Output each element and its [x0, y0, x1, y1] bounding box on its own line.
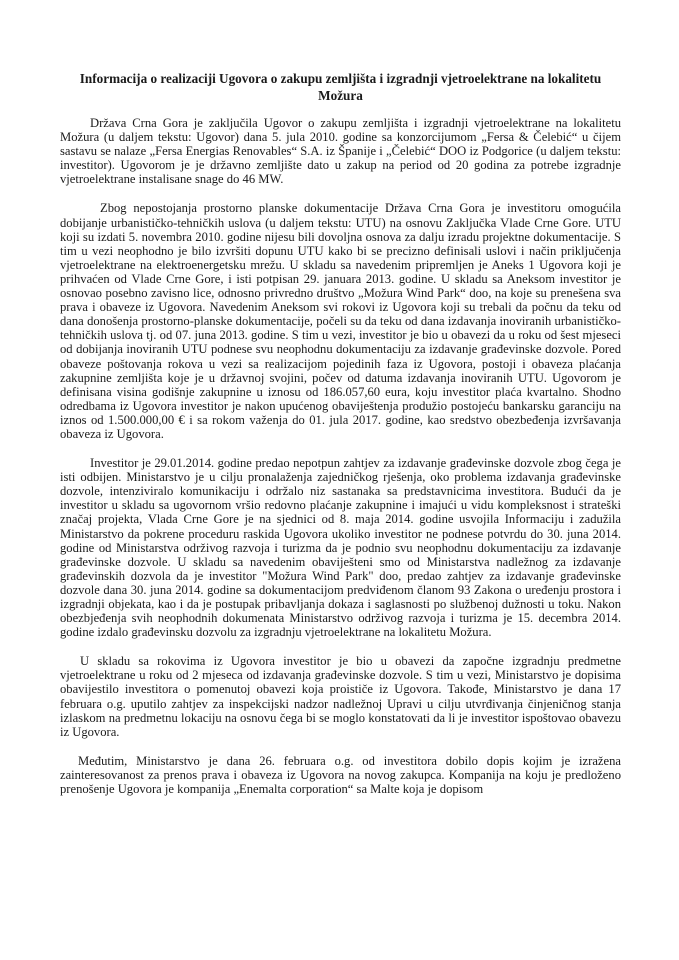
paragraph-planning-documentation: Zbog nepostojanja prostorno planske dokumentacije Država Crna Gora je investitoru omogućila dobijanje urbanističko-tehničkih uslova (u daljem tekstu: UTU) na osnovu Zaključka Vlade Crne Gore. UTU koji su izdati 5. novembra 2010. godine nijesu bili dovoljna osnova za dalju izradu projektne dokumentacije. S tim u vezi neophodno je bilo izvršiti dopunu UTU kako bi se precizno definisali uslovi i način priključenja vjetroelektrane na elektroenergetsku mrežu. U skladu sa navedenim pripremljen je Aneks 1 Ugovora koji je prihvaćen od Vlade Crne Gore, i isti potpisan 29. januara 2013. godine. U skladu sa Aneksom investitor je osnovao posebno zavisno lice, odnosno privredno društvo „Možura Wind Park“ doo, na koje su prenešena sva prava i obaveze iz Ugovora. Navedenim Aneksom svi rokovi iz Ugovora koji su trebali da počnu da teku od dana donošenja prostorno-planske dokumentacije, počeli su da teku od dana izdavanja inoviranih urbanističko-tehničkih uslova tj. od 07. juna 2013. godine. S tim u vezi, investitor je bio u obavezi da u roku od šest mjeseci od dobijanja inoviranih UTU podnese svu neophodnu dokumentaciju za izdavanje građevinske dozvole. Pored obaveze poštovanja rokova u vezi sa realizacijom pojedinih faza iz Ugovora, postoji i obaveza plaćanja zakupnine zemljišta koje je u državnoj svojini, počev od datuma izdavanja inoviranih UTU. Ugovorom je definisana visina godišnje zakupnine u iznosu od 186.057,60 eura, koju investitor plaća kvartalno. Shodno odredbama iz Ugovora investitor je nakon upućenog obaviještenja produžio postojeću bankarsku garanciju na iznos od 1.500.000,00 € i sa rokom važenja do 01. jula 2017. godine, kao sredstvo obezbeđenja izvršavanja obaveza iz Ugovora.: [60, 201, 621, 441]
paragraph-contract-overview: Država Crna Gora je zaključila Ugovor o zakupu zemljišta i izgradnji vjetroelektrane na lokalitetu Možura (u daljem tekstu: Ugovor) dana 5. jula 2010. godine sa konzorcijumom „Fersa & Čelebić“ u čijem sastavu se nalaze „Fersa Energias Renovables“ S.A. iz Španije i „Čelebić“ DOO iz Podgorice (u daljem tekstu: investitor). Ugovorom je je državno zemljište dato u zakup na period od 20 godina za potrebe izgradnje vjetroelektrane instalisane snage do 46 MW.: [60, 116, 621, 187]
paragraph-contract-transfer: Međutim, Ministarstvo je dana 26. februara o.g. od investitora dobilo dopis kojim je izražena zainteresovanost za prenos prava i obaveza iz Ugovora na novog zakupca. Kompanija na koju je predloženo prenošenje Ugovora je kompanija „Enemalta corporation“ sa Malte koja je dopisom: [60, 753, 621, 797]
paragraph-construction-deadline: U skladu sa rokovima iz Ugovora investitor je bio u obavezi da započne izgradnju predmetne vjetroelektrane u roku od 2 mjeseca od izdavanja građevinske dozvole. S tim u vezi, Ministarstvo je dopisima obavijestilo investitora o pomenutoj obavezi koja proističe iz Ugovora. Takođe, Ministarstvo je dana 17 februara o.g. uputilo zahtjev za inspekcijski nadzor nadležnoj Upravi u cilju utvrđivanja činjeničnog stanja izlaskom na predmetnu lokaciju na osnovu čega bi se moglo konstatovati da li je investitor ispoštovao obavezu iz Ugovora.: [60, 654, 621, 739]
paragraph-building-permit: Investitor je 29.01.2014. godine predao nepotpun zahtjev za izdavanje građevinske dozvole zbog čega je isti odbijen. Ministarstvo je u cilju pronalaženja zajedničkog rješenja, oko problema izdavanja građevinske dozvole, intenziviralo komunikaciju i održalo niz sastanaka sa predstavnicima investitora. Budući da je investitor u skladu sa ugovornom vršio redovno plaćanje zakupnine i imajući u vidu kompleksnost i strateški značaj projekta, Vlada Crne Gore je na sjednici od 8. maja 2014. godine usvojila Informaciju i zadužila Ministarstvo da pokrene proceduru raskida Ugovora ukoliko investitor ne podnese potvrdu do 30. juna 2014. godine od Ministarstva održivog razvoja i turizma da je podnio svu neophodnu dokumentaciju za izdavanje građevinske dozvole. U skladu sa navedenim obaviješteni smo od Ministarstva nadležnog za izdavanje građevinskih dozvola da je investitor "Možura Wind Park" doo, predao zahtjev za izdavanje građevinske dozvole dana 30. juna 2014. godine sa dokumentacijom predviđenom članom 93 Zakona o uređenju prostora i izgradnji objekata, kao i da je postupak pribavljanja dokaza i saglasnosti po službenoj dužnosti u toku. Nakon obezbjeđenja svih neophodnih dokumenata Ministarstvo održivog razvoja i turizma je 15. decembra 2014. godine izdalo građevinsku dozvolu za izgradnju vjetroelektrane na lokalitetu Možura.: [60, 456, 621, 640]
document-page: [60, 70, 621, 811]
document-title: Informacija o realizaciji Ugovora o zakupu zemljišta i izgradnji vjetroelektrane na lokalitetu Možura: [79, 71, 602, 103]
